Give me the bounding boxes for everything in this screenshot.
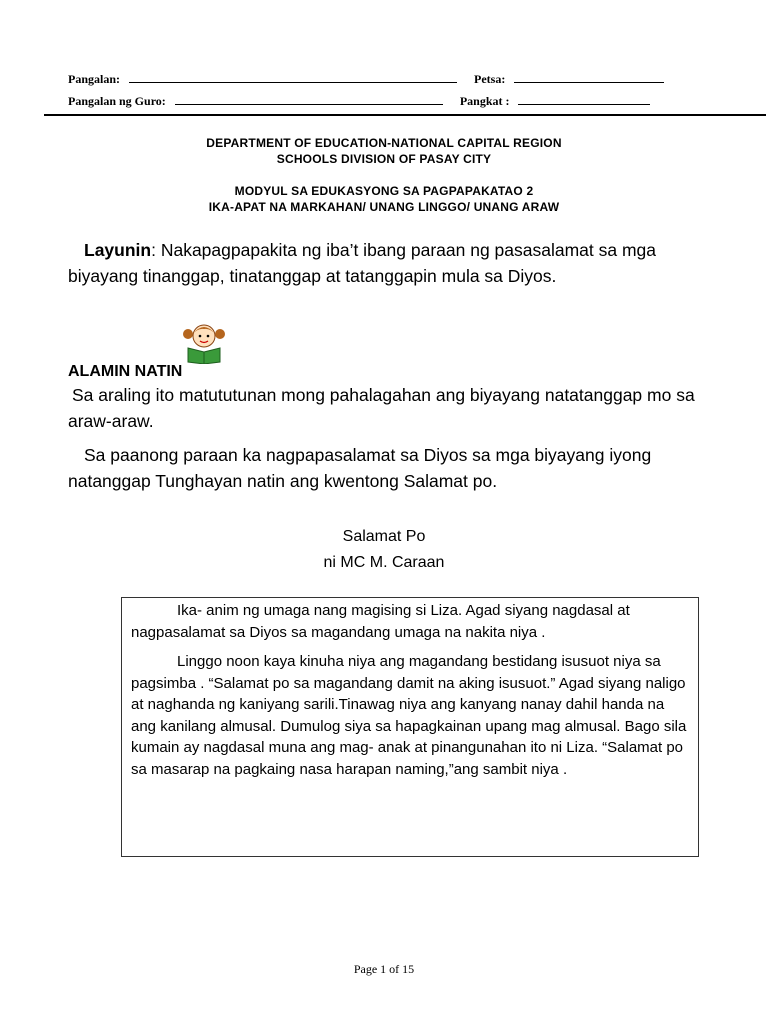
- section-blank-line[interactable]: [518, 92, 650, 105]
- story-paragraph-2: Linggo noon kaya kinuha niya ang magandang bestidang isusuot niya sa pagsimba . “Salamat po sa magandang damit na aking isusuot.” Agad siyang naligo at naghanda ng kaniyang sarili.Tinawag niya ang kanyang nanay dahil handa na ang kanilang almusal. Dumulog siya sa hapagkainan upang mag almusal. Bago sila kumain ay nagdasal muna ang mag- anak at pinangunahan ito ni Liza. “Salamat po sa masarap na pagkaing nasa harapan naming,”ang sambit niya .: [131, 653, 687, 778]
- story-paragraph-1: Ika- anim ng umaga nang magising si Liza. Agad siyang nagdasal at nagpasalamat sa Diyos sa magandang umaga na nakita niya .: [131, 602, 630, 641]
- page-number: Page 1 of 15: [353, 962, 415, 976]
- module-heading: MODYUL SA EDUKASYONG SA PAGPAPAKATAO 2: [234, 184, 534, 198]
- objective-label: Layunin: [84, 240, 152, 260]
- child-reading-icon: [180, 322, 228, 364]
- quarter-heading: IKA-APAT NA MARKAHAN/ UNANG LINGGO/ UNANG ARAW: [208, 200, 560, 214]
- alamin-title: ALAMIN NATIN: [68, 363, 183, 380]
- date-blank-line[interactable]: [514, 70, 664, 83]
- name-label: Pangalan:: [68, 72, 121, 86]
- name-blank-line[interactable]: [129, 70, 457, 83]
- objective-paragraph: [68, 237, 708, 289]
- story-title: Salamat Po: [342, 528, 426, 545]
- objective-text: : Nakapagpapakita ng iba’t ibang paraan ng pasasalamat sa mga biyayang tinanggap, tinatanggap at tatanggapin mula sa Diyos.: [68, 240, 657, 286]
- date-label: Petsa:: [474, 72, 506, 86]
- department-heading: DEPARTMENT OF EDUCATION-NATIONAL CAPITAL REGION: [206, 136, 562, 150]
- alamin-paragraph-2: Sa paanong paraan ka nagpapasalamat sa Diyos sa mga biyayang iyong natanggap Tunghayan natin ang kwentong Salamat po.: [68, 445, 652, 491]
- alamin-paragraph-1: Sa araling ito matututunan mong pahalagahan ang biyayang natatanggap mo sa araw-araw.: [68, 385, 695, 431]
- header-row-name-date: [68, 70, 664, 87]
- teacher-blank-line[interactable]: [175, 92, 443, 105]
- section-label: Pangkat :: [459, 94, 510, 108]
- teacher-label: Pangalan ng Guro:: [68, 94, 166, 108]
- header-divider: [44, 114, 766, 116]
- division-heading: SCHOOLS DIVISION OF PASAY CITY: [276, 152, 492, 166]
- header-row-teacher-section: [68, 92, 650, 109]
- story-author: ni MC M. Caraan: [323, 554, 445, 571]
- story-box: [121, 597, 699, 857]
